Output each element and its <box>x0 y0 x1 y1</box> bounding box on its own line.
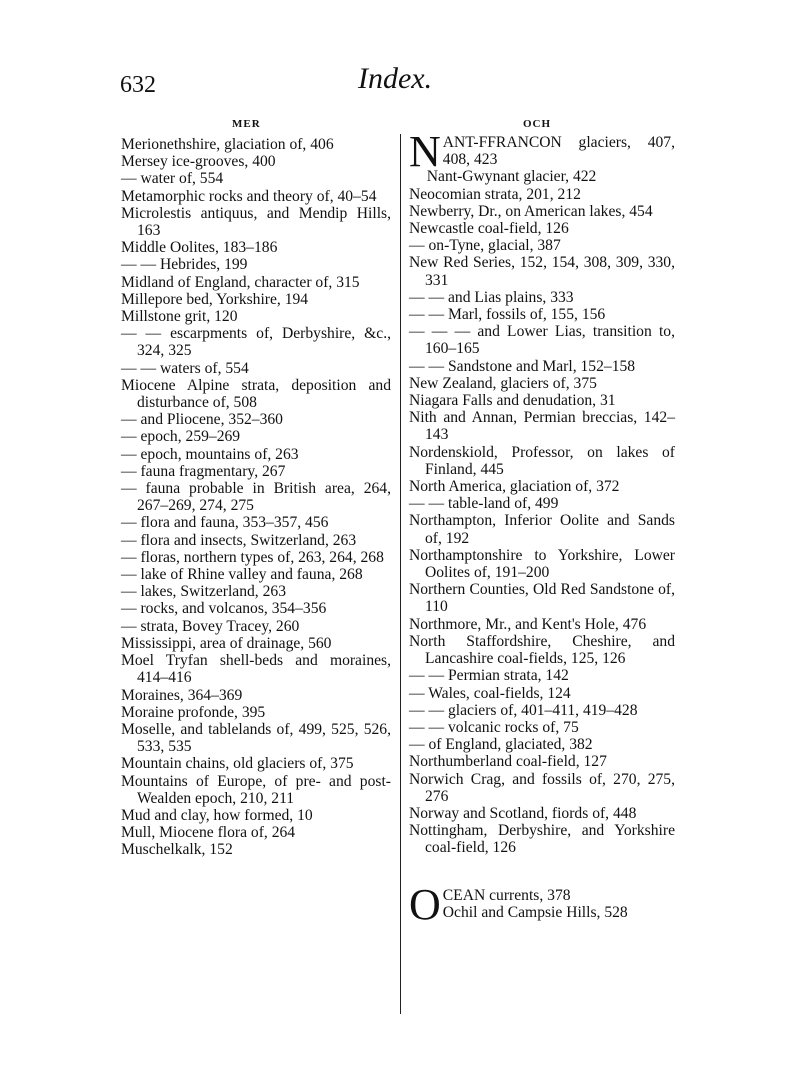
index-entry: Niagara Falls and denudation, 31 <box>409 392 616 410</box>
drop-cap-o: O <box>409 879 441 929</box>
index-entry: Newcastle coal-field, 126 <box>409 220 569 238</box>
drop-cap-n: N <box>409 127 441 176</box>
index-entry: — Wales, coal-fields, 124 <box>409 684 571 702</box>
index-entry: North Staffordshire, Cheshire, and Lancashire coal-fields, 125, 126 <box>409 632 675 668</box>
index-entry <box>409 127 675 176</box>
index-entry: North America, glaciation of, 372 <box>409 478 620 496</box>
index-entry: Norwich Crag, and fossils of, 270, 275, 276 <box>409 770 675 805</box>
index-entry: — and Pliocene, 352–360 <box>121 411 283 429</box>
index-entry: — water of, 554 <box>121 170 224 188</box>
index-entry: Northampton, Inferior Oolite and Sands of, 192 <box>409 512 675 547</box>
column-divider <box>400 134 401 1014</box>
index-entry: — — Marl, fossils of, 155, 156 <box>409 306 606 324</box>
index-entry: — — Sandstone and Marl, 152–158 <box>409 357 636 375</box>
index-entry: — — escarpments of, Derbyshire, &c., 324, 325 <box>121 325 391 360</box>
left-column-head: MER <box>232 118 261 130</box>
index-entry: Mersey ice-grooves, 400 <box>121 153 276 171</box>
index-entry: Merionethshire, glaciation of, 406 <box>121 136 334 153</box>
index-entry: — flora and fauna, 353–357, 456 <box>121 514 329 532</box>
index-entry: Norway and Scotland, fiords of, 448 <box>409 804 637 822</box>
index-entry: New Zealand, glaciers of, 375 <box>409 374 597 392</box>
index-entry: — — — and Lower Lias, transition to, 160–165 <box>409 323 675 358</box>
index-entry: — epoch, 259–269 <box>121 428 241 446</box>
index-entry: Microlestis antiquus, and Mendip Hills, 163 <box>121 204 391 240</box>
index-entry: — lakes, Switzerland, 263 <box>121 583 286 601</box>
index-entry: Midland of England, character of, 315 <box>121 273 360 291</box>
index-entry: Northumberland coal-field, 127 <box>409 753 607 771</box>
index-entry: — — volcanic rocks of, 75 <box>409 718 579 736</box>
index-entry: Millepore bed, Yorkshire, 194 <box>121 290 309 308</box>
index-entry: Northamptonshire to Yorkshire, Lower Oolites of, 191–200 <box>409 546 675 582</box>
index-entry: Ochil and Campsie Hills, 528 <box>442 903 628 921</box>
index-entry: Metamorphic rocks and theory of, 40–54 <box>121 187 377 205</box>
entry-text: ANT-FFRANCON glaciers, 407, 408, 423 <box>442 134 675 169</box>
index-entry: — — Hebrides, 199 <box>121 256 248 274</box>
index-entry: — rocks, and volcanos, 354–356 <box>121 600 327 618</box>
index-entry: Miocene Alpine strata, deposition and disturbance of, 508 <box>121 376 391 412</box>
index-entry: Moraine profonde, 395 <box>121 703 266 721</box>
index-entry: Mull, Miocene flora of, 264 <box>121 824 296 842</box>
index-entry: — on-Tyne, glacial, 387 <box>409 237 561 255</box>
index-entry: — fauna fragmentary, 267 <box>121 462 286 480</box>
index-entry: — fauna probable in British area, 264, 267–269, 274, 275 <box>121 480 391 515</box>
index-entry: — floras, northern types of, 263, 264, 268 <box>121 548 384 566</box>
index-entry: — flora and insects, Switzerland, 263 <box>121 531 357 549</box>
index-entry: Mountain chains, old glaciers of, 375 <box>121 755 354 773</box>
index-entry: — lake of Rhine valley and fauna, 268 <box>121 566 363 584</box>
index-entry: Nordenskiold, Professor, on lakes of Finland, 445 <box>409 443 675 478</box>
section-gap <box>409 857 675 887</box>
index-entry: Northern Counties, Old Red Sandstone of, 110 <box>409 581 675 616</box>
index-entry: — — glaciers of, 401–411, 419–428 <box>409 701 638 719</box>
index-entry: Nith and Annan, Permian breccias, 142–143 <box>409 409 675 444</box>
page-title: Index. <box>358 62 433 95</box>
right-column <box>409 127 675 929</box>
left-column <box>121 136 391 859</box>
index-entry: — of England, glaciated, 382 <box>409 736 593 754</box>
index-entry: Neocomian strata, 201, 212 <box>409 185 581 203</box>
index-entry: New Red Series, 152, 154, 308, 309, 330, 331 <box>409 254 675 289</box>
page-number: 632 <box>120 72 156 98</box>
right-column-head: OCH <box>523 118 552 130</box>
index-entry: — — and Lias plains, 333 <box>409 288 574 306</box>
index-entry: Northmore, Mr., and Kent's Hole, 476 <box>409 615 647 633</box>
index-entry: — — table-land of, 499 <box>409 495 559 513</box>
index-entry: Mississippi, area of drainage, 560 <box>121 634 332 652</box>
index-entry: Nant-Gwynant glacier, 422 <box>426 168 597 186</box>
index-entry: Millstone grit, 120 <box>121 308 238 326</box>
index-entry: Mud and clay, how formed, 10 <box>121 806 313 824</box>
index-entry: — — waters of, 554 <box>121 359 249 377</box>
index-entry: — strata, Bovey Tracey, 260 <box>121 617 300 635</box>
index-entry: Newberry, Dr., on American lakes, 454 <box>409 202 653 220</box>
index-entry: Moraines, 364–369 <box>121 686 243 704</box>
index-entry: Muschelkalk, 152 <box>121 841 233 859</box>
index-entry: Nottingham, Derbyshire, and Yorkshire coal-field, 126 <box>409 822 675 857</box>
index-entry: Middle Oolites, 183–186 <box>121 239 278 257</box>
index-entry: — epoch, mountains of, 263 <box>121 445 299 463</box>
index-entry: — — Permian strata, 142 <box>409 667 569 685</box>
index-entry: Mountains of Europe, of pre- and post-Wealden epoch, 210, 211 <box>121 772 391 807</box>
index-entry: Moselle, and tablelands of, 499, 525, 526, 533, 535 <box>121 720 391 756</box>
index-entry: Moel Tryfan shell-beds and moraines, 414–416 <box>121 652 391 687</box>
entry-text: CEAN currents, 378 <box>442 886 571 904</box>
